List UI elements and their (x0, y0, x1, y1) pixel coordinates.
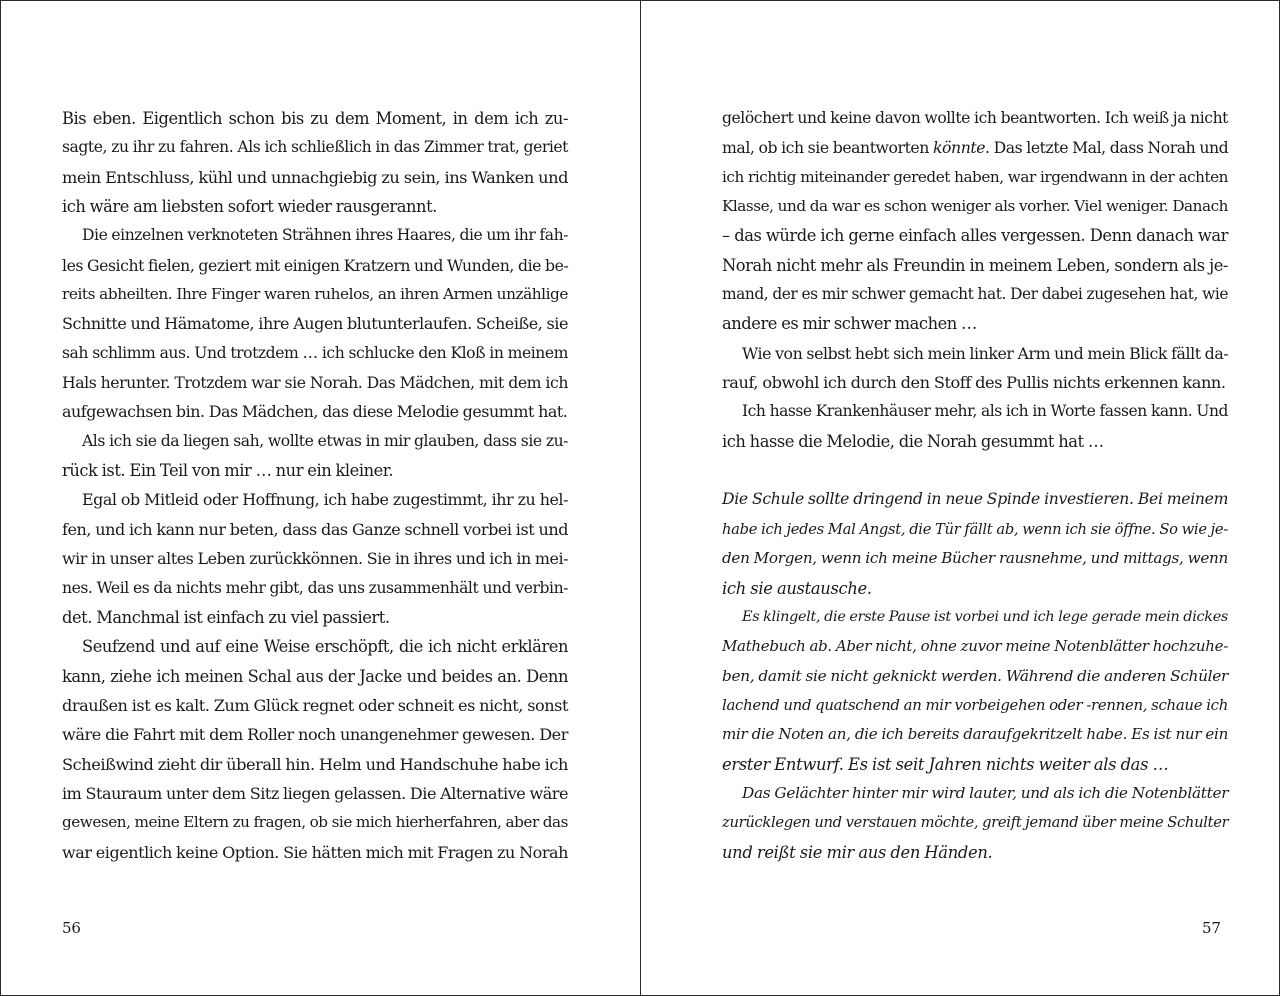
text-line: aufgewachsen bin. Das Mädchen, das diese Melodie gesummt hat. (62, 402, 568, 422)
italic-flashback-section (722, 485, 1228, 866)
text-line: wäre die Fahrt mit dem Roller noch unangenehmer gewesen. Der (62, 725, 568, 745)
text-line: mein Entschluss, kühl und unnachgiebig zu sein, ins Wanken und (62, 167, 568, 187)
left-page-text (62, 104, 568, 867)
text-line: kann, ziehe ich meinen Schal aus der Jacke und beides an. Denn (62, 666, 568, 686)
text-line: Bis eben. Eigentlich schon bis zu dem Moment, in dem ich zu- (62, 109, 568, 128)
left-page (1, 1, 640, 996)
text-fragment: mal, ob ich sie beantworten (722, 138, 929, 158)
text-line: erster Entwurf. Es ist seit Jahren nichts weiter als das … (722, 754, 1169, 774)
text-line: Mathebuch ab. Aber nicht, ohne zuvor meine Notenblätter hochzuhe- (722, 637, 1228, 656)
text-line: und reißt sie mir aus den Händen. (722, 842, 993, 862)
text-line: rauf, obwohl ich durch den Stoff des Pullis nichts erkennen kann. (722, 373, 1226, 393)
emphasis-word: könnte (932, 138, 986, 158)
text-line: Ich hasse Krankenhäuser mehr, als ich in Worte fassen kann. Und (742, 402, 1228, 421)
text-line: Norah nicht mehr als Freundin in meinem Leben, sondern als je- (722, 255, 1228, 275)
text-line: Klasse, und da war es schon weniger als vorher. Viel weniger. Danach (722, 197, 1228, 216)
text-line: mir die Noten an, die ich bereits daraufgekritzelt habe. Es ist nur ein (722, 725, 1228, 744)
text-line: war eigentlich keine Option. Sie hätten mich mit Fragen zu Norah (62, 842, 568, 862)
text-line: rück ist. Ein Teil von mir … nur ein kleiner. (62, 461, 394, 481)
text-line: sagte, zu ihr zu fahren. Als ich schließlich in das Zimmer trat, geriet (62, 138, 568, 157)
text-line: ich hasse die Melodie, die Norah gesummt hat … (722, 431, 1104, 451)
text-line: Die Schule sollte dringend in neue Spinde investieren. Bei meinem (722, 490, 1229, 509)
text-line: fen, und ich kann nur beten, dass das Ganze schnell vorbei ist und (62, 519, 568, 539)
text-line: ich wäre am liebsten sofort wieder rausgerannt. (62, 197, 437, 217)
text-line: les Gesicht fielen, geziert mit einigen Kratzern und Wunden, die be- (62, 255, 569, 275)
text-line: Als ich sie da liegen sah, wollte etwas in mir glauben, dass sie zu- (82, 431, 568, 450)
text-line: im Stauraum unter dem Sitz liegen gelassen. Die Alternative wäre (62, 783, 568, 803)
right-page (641, 1, 1280, 996)
text-line (722, 133, 1228, 162)
text-line: sah schlimm aus. Und trotzdem … ich schlucke den Kloß in meinem (62, 343, 568, 362)
text-line: – das würde ich gerne einfach alles vergessen. Denn danach war (722, 226, 1228, 246)
text-line: draußen ist es kalt. Zum Glück regnet oder schneit es nicht, sonst (62, 695, 568, 715)
text-line: det. Manchmal ist einfach zu viel passiert. (62, 607, 390, 627)
text-line: Hals herunter. Trotzdem war sie Norah. Das Mädchen, mit dem ich (62, 373, 568, 393)
text-line: gewesen, meine Eltern zu fragen, ob sie mich hierherfahren, aber das (62, 813, 568, 832)
text-line: Seufzend und auf eine Weise erschöpft, die ich nicht erklären (82, 637, 568, 657)
page-number-left: 56 (62, 919, 81, 937)
section-break (722, 456, 1228, 485)
text-fragment: . Das letzte Mal, dass Norah und (985, 138, 1229, 158)
right-page-text (722, 104, 1228, 867)
text-line: Das Gelächter hinter mir wird lauter, und als ich die Notenblätter (742, 783, 1229, 802)
text-line: Wie von selbst hebt sich mein linker Arm und mein Blick fällt da- (742, 343, 1229, 363)
text-line: mand, der es mir schwer gemacht hat. Der dabei zugesehen hat, wie (722, 285, 1228, 304)
text-line: Schnitte und Hämatome, ihre Augen blutunterlaufen. Scheiße, sie (62, 314, 568, 334)
text-line: Scheißwind zieht dir überall hin. Helm und Handschuhe habe ich (62, 754, 568, 774)
text-line: Egal ob Mitleid oder Hoffnung, ich habe zugestimmt, ihr zu hel- (82, 490, 568, 510)
text-line: gelöchert und keine davon wollte ich beantworten. Ich weiß ja nicht (722, 109, 1228, 127)
text-line: ben, damit sie nicht geknickt werden. Während die anderen Schüler (722, 666, 1228, 685)
text-line: reits abheilten. Ihre Finger waren ruhelos, an ihren Armen unzählige (62, 285, 568, 304)
text-line: nes. Weil es da nichts mehr gibt, das uns zusammenhält und verbin- (62, 578, 568, 597)
text-line: den Morgen, wenn ich meine Bücher rausnehme, und mittags, wenn (722, 549, 1228, 568)
text-line: ich richtig miteinander geredet haben, war irgendwann in der achten (722, 167, 1228, 186)
text-line: ich sie austausche. (722, 578, 872, 598)
text-line: andere es mir schwer machen … (722, 314, 977, 334)
text-line: habe ich jedes Mal Angst, die Tür fällt ab, wenn ich sie öffne. So wie je- (722, 520, 1228, 538)
text-line: Es klingelt, die erste Pause ist vorbei und ich lege gerade mein dickes (742, 608, 1228, 625)
text-line: Die einzelnen verknoteten Strähnen ihres Haares, die um ihr fah- (82, 226, 568, 245)
text-line: zurücklegen und verstauen möchte, greift jemand über meine Schulter (722, 814, 1229, 832)
text-line: lachend und quatschend an mir vorbeigehen oder -rennen, schaue ich (722, 695, 1228, 714)
page-number-right: 57 (1202, 919, 1221, 937)
text-line: wir in unser altes Leben zurückkönnen. Sie in ihres und ich in mei- (62, 549, 568, 569)
